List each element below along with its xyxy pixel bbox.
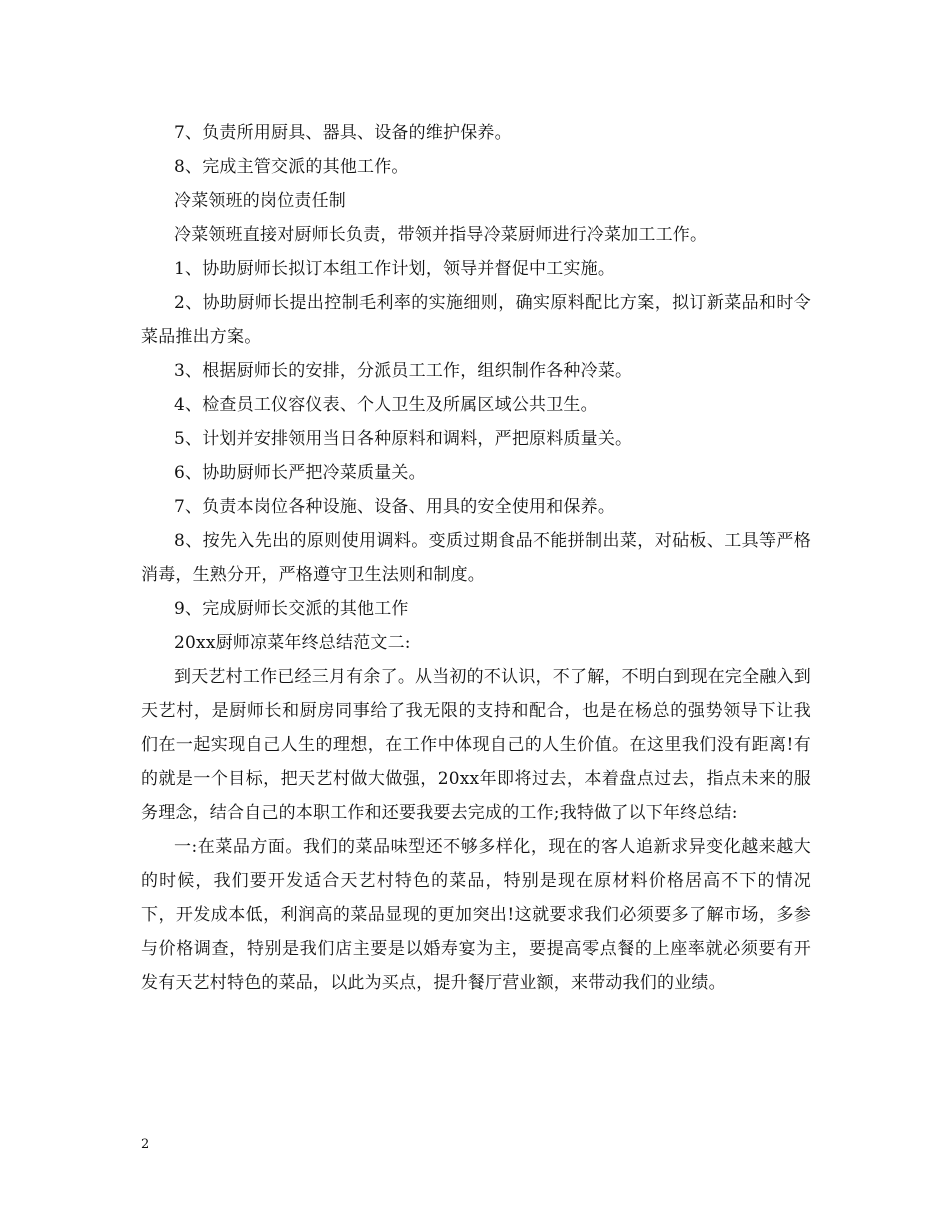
list-item: 5、计划并安排领用当日各种原料和调料，严把原料质量关。 [174,429,633,449]
list-item: 7、负责所用厨具、器具、设备的维护保养。 [174,123,512,143]
section-heading: 冷菜领班的岗位责任制 [174,191,346,211]
paragraph: 一:在菜品方面。我们的菜品味型还不够多样化，现在的客人追新求异变化越来越大的时候，我们要开发适合天艺村特色的菜品，特别是现在原材料价格居高不下的情况下，开发成本低，利润高的菜品显现的更加突出!这就要求我们必须要多了解市场，多参与价格调查，特别是我们店主要是以婚寿宴为主，要提高零点餐的上座率就必须要有开发有天艺村特色的菜品，以此为买点，提升餐厅营业额，来带动我们的业绩。 [141,837,811,993]
list-item: 9、完成厨师长交派的其他工作 [174,599,409,619]
list-item: 8、完成主管交派的其他工作。 [174,157,409,177]
list-item: 6、协助厨师长严把冷菜质量关。 [174,463,426,483]
list-item: 3、根据厨师长的安排，分派员工工作，组织制作各种冷菜。 [174,361,633,381]
list-item: 2、协助厨师长提出控制毛利率的实施细则，确实原料配比方案，拟订新菜品和时令菜品推出方案。 [141,293,811,347]
list-item: 4、检查员工仪容仪表、个人卫生及所属区域公共卫生。 [174,395,598,415]
document-body [141,116,811,1000]
list-item: 8、按先入先出的原则使用调料。变质过期食品不能拼制出菜，对砧板、工具等严格消毒，生熟分开，严格遵守卫生法则和制度。 [141,531,811,585]
paragraph: 冷菜领班直接对厨师长负责，带领并指导冷菜厨师进行冷菜加工工作。 [174,225,708,245]
list-item: 1、协助厨师长拟订本组工作计划，领导并督促中工实施。 [174,259,616,279]
page-number: 2 [141,1137,150,1152]
list-item: 7、负责本岗位各种设施、设备、用具的安全使用和保养。 [174,497,616,517]
section-heading: 20xx厨师凉菜年终总结范文二: [174,633,411,653]
paragraph: 到天艺村工作已经三月有余了。从当初的不认识，不了解，不明白到现在完全融入到天艺村，是厨师长和厨房同事给了我无限的支持和配合，也是在杨总的强势领导下让我们在一起实现自己人生的理想，在工作中体现自己的人生价值。在这里我们没有距离!有的就是一个目标，把天艺村做大做强，20xx年即将过去，本着盘点过去，指点未来的服务理念，结合自己的本职工作和还要我要去完成的工作;我特做了以下年终总结: [141,667,811,823]
